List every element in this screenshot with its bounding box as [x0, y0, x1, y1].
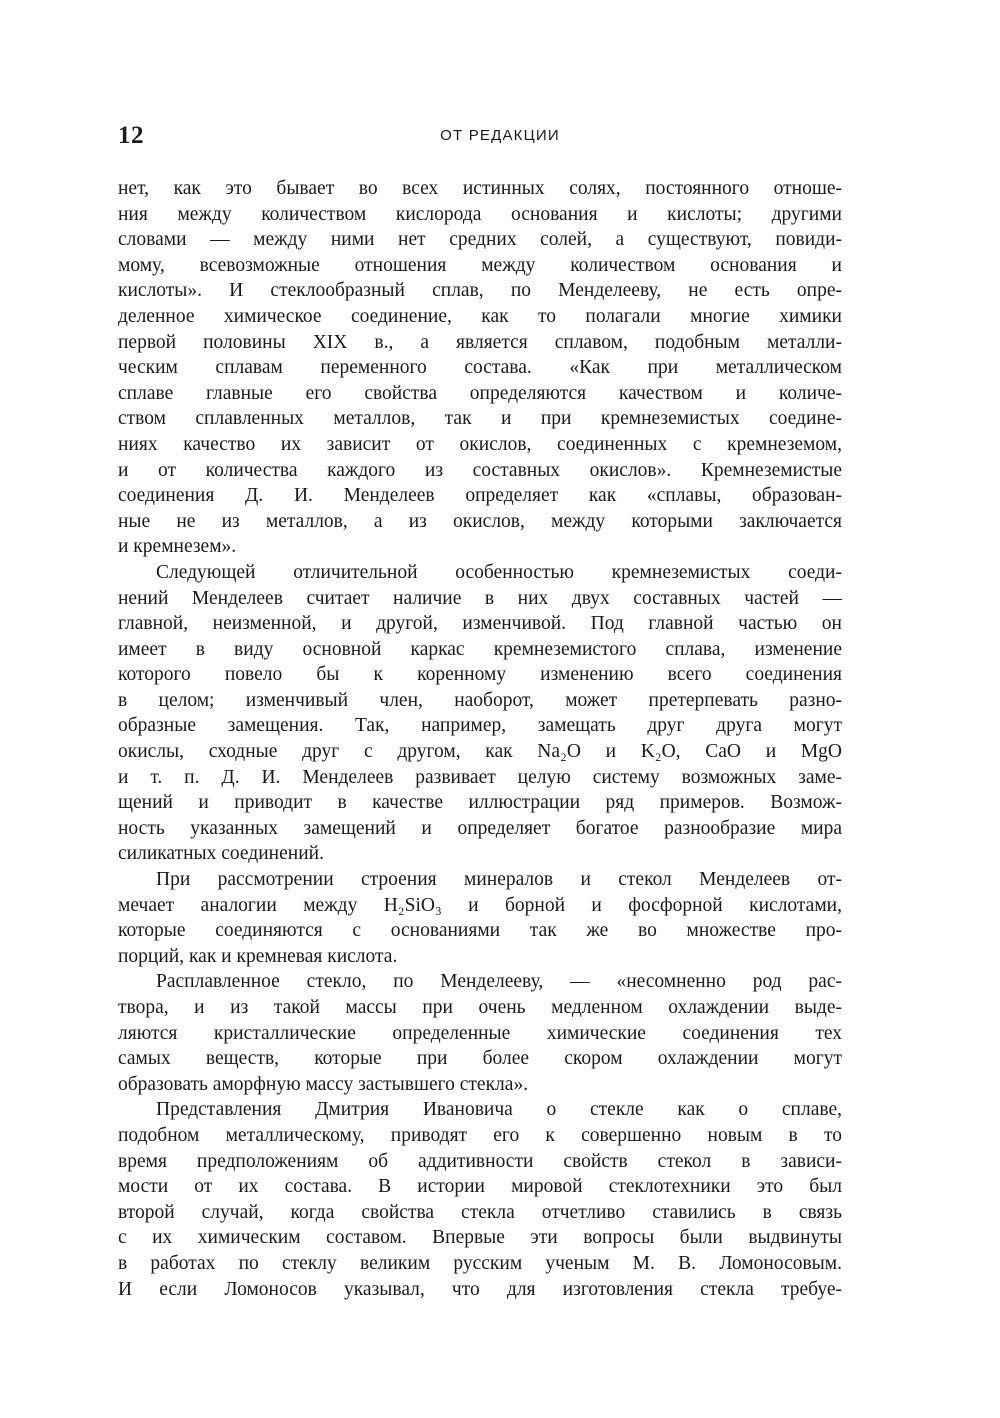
text-line: подобном металлическому, приводят его к совершенно новым в то — [118, 1124, 842, 1146]
text-line: самых веществ, которые при более скором охлаждении могут — [118, 1048, 842, 1070]
text-line: Расплавленное стекло, по Менделееву, — «несомненно род рас- — [156, 971, 842, 993]
text-line: окислы, сходные друг с другом, как Na₂O и K₂O, CaO и MgO — [118, 741, 842, 763]
text-line: деленное химическое соединение, как то полагали многие химики — [118, 305, 842, 327]
text-line: в целом; изменчивый член, наоборот, может претерпевать разно- — [118, 689, 842, 711]
text-line: в работах по стеклу великим русским ученым М. В. Ломоносовым. — [118, 1252, 842, 1274]
text-line: твора, и из такой массы при очень медленном охлаждении выде- — [118, 997, 842, 1018]
text-line: второй случай, когда свойства стекла отчетливо ставились в связь — [118, 1201, 842, 1223]
text-line: и кремнезем». — [118, 536, 237, 558]
text-line: которые соединяются с основаниями так же во множестве про- — [118, 920, 842, 942]
text-line: нений Менделеев считает наличие в них двух составных частей — — [118, 587, 842, 609]
text-line: Следующей отличительной особенностью кремнеземистых соеди- — [156, 561, 842, 583]
text-line: имеет в виду основной каркас кремнеземистого сплава, изменение — [118, 638, 842, 660]
text-line: ниях качество их зависит от окислов, соединенных с кремнеземом, — [118, 433, 842, 455]
text-line: и от количества каждого из составных окислов». Кремнеземистые — [118, 459, 842, 481]
text-line: И если Ломоносов указывал, что для изготовления стекла требуе- — [118, 1278, 842, 1300]
text-line: ния между количеством кислорода основания и кислоты; другими — [118, 203, 842, 225]
text-line: с их химическим составом. Впервые эти вопросы были выдвинуты — [118, 1227, 842, 1249]
running-title: ОТ РЕДАКЦИИ — [440, 127, 560, 144]
text-line: щений и приводит в качестве иллюстрации ряд примеров. Возмож- — [118, 792, 842, 814]
text-line: ляются кристаллические определенные химические соединения тех — [118, 1022, 842, 1044]
text-line: ные не из металлов, а из окислов, между которыми заключается — [118, 510, 842, 532]
text-line: кислоты». И стеклообразный сплав, по Менделееву, не есть опре- — [118, 280, 842, 302]
text-line: порций, как и кремневая кислота. — [118, 945, 398, 967]
text-line: мости от их состава. В истории мировой стеклотехники это был — [118, 1176, 842, 1198]
text-line: соединения Д. И. Менделеев определяет как «сплавы, образован- — [118, 485, 842, 507]
text-line: которого повело бы к коренному изменению всего соединения — [118, 664, 842, 686]
text-line: сплаве главные его свойства определяются качеством и количе- — [118, 382, 842, 404]
text-line: время предположениям об аддитивности свойств стекол в зависи- — [118, 1150, 842, 1172]
text-line: и т. п. Д. И. Менделеев развивает целую систему возможных заме- — [118, 766, 842, 788]
text-line: ность указанных замещений и определяет богатое разнообразие мира — [118, 817, 842, 839]
text-line: главной, неизменной, и другой, изменчивой. Под главной частью он — [118, 613, 842, 635]
text-line: нет, как это бывает во всех истинных солях, постоянного отноше- — [118, 178, 842, 199]
text-line: Представления Дмитрия Ивановича о стекле как о сплаве, — [156, 1099, 842, 1121]
text-line: мому, всевозможные отношения между количеством основания и — [118, 254, 842, 276]
text-line: словами — между ними нет средних солей, а существуют, повиди- — [118, 229, 842, 251]
text-line: образовать аморфную массу застывшего стекла». — [118, 1073, 529, 1095]
text-line: силикатных соединений. — [118, 843, 324, 865]
text-line: образные замещения. Так, например, замещать друг друга могут — [118, 715, 842, 737]
page-number: 12 — [118, 122, 144, 149]
text-line: ческим сплавам переменного состава. «Как при металлическом — [118, 357, 842, 379]
text-line: первой половины XIX в., а является сплавом, подобным металли- — [118, 331, 842, 353]
text-line: ством сплавленных металлов, так и при кремнеземистых соедине- — [118, 408, 842, 430]
body-text — [118, 176, 842, 1302]
text-line: При рассмотрении строения минералов и стекол Менделеев от- — [156, 869, 842, 891]
text-line: мечает аналогии между H₂SiO₃ и борной и фосфорной кислотами, — [118, 894, 842, 916]
